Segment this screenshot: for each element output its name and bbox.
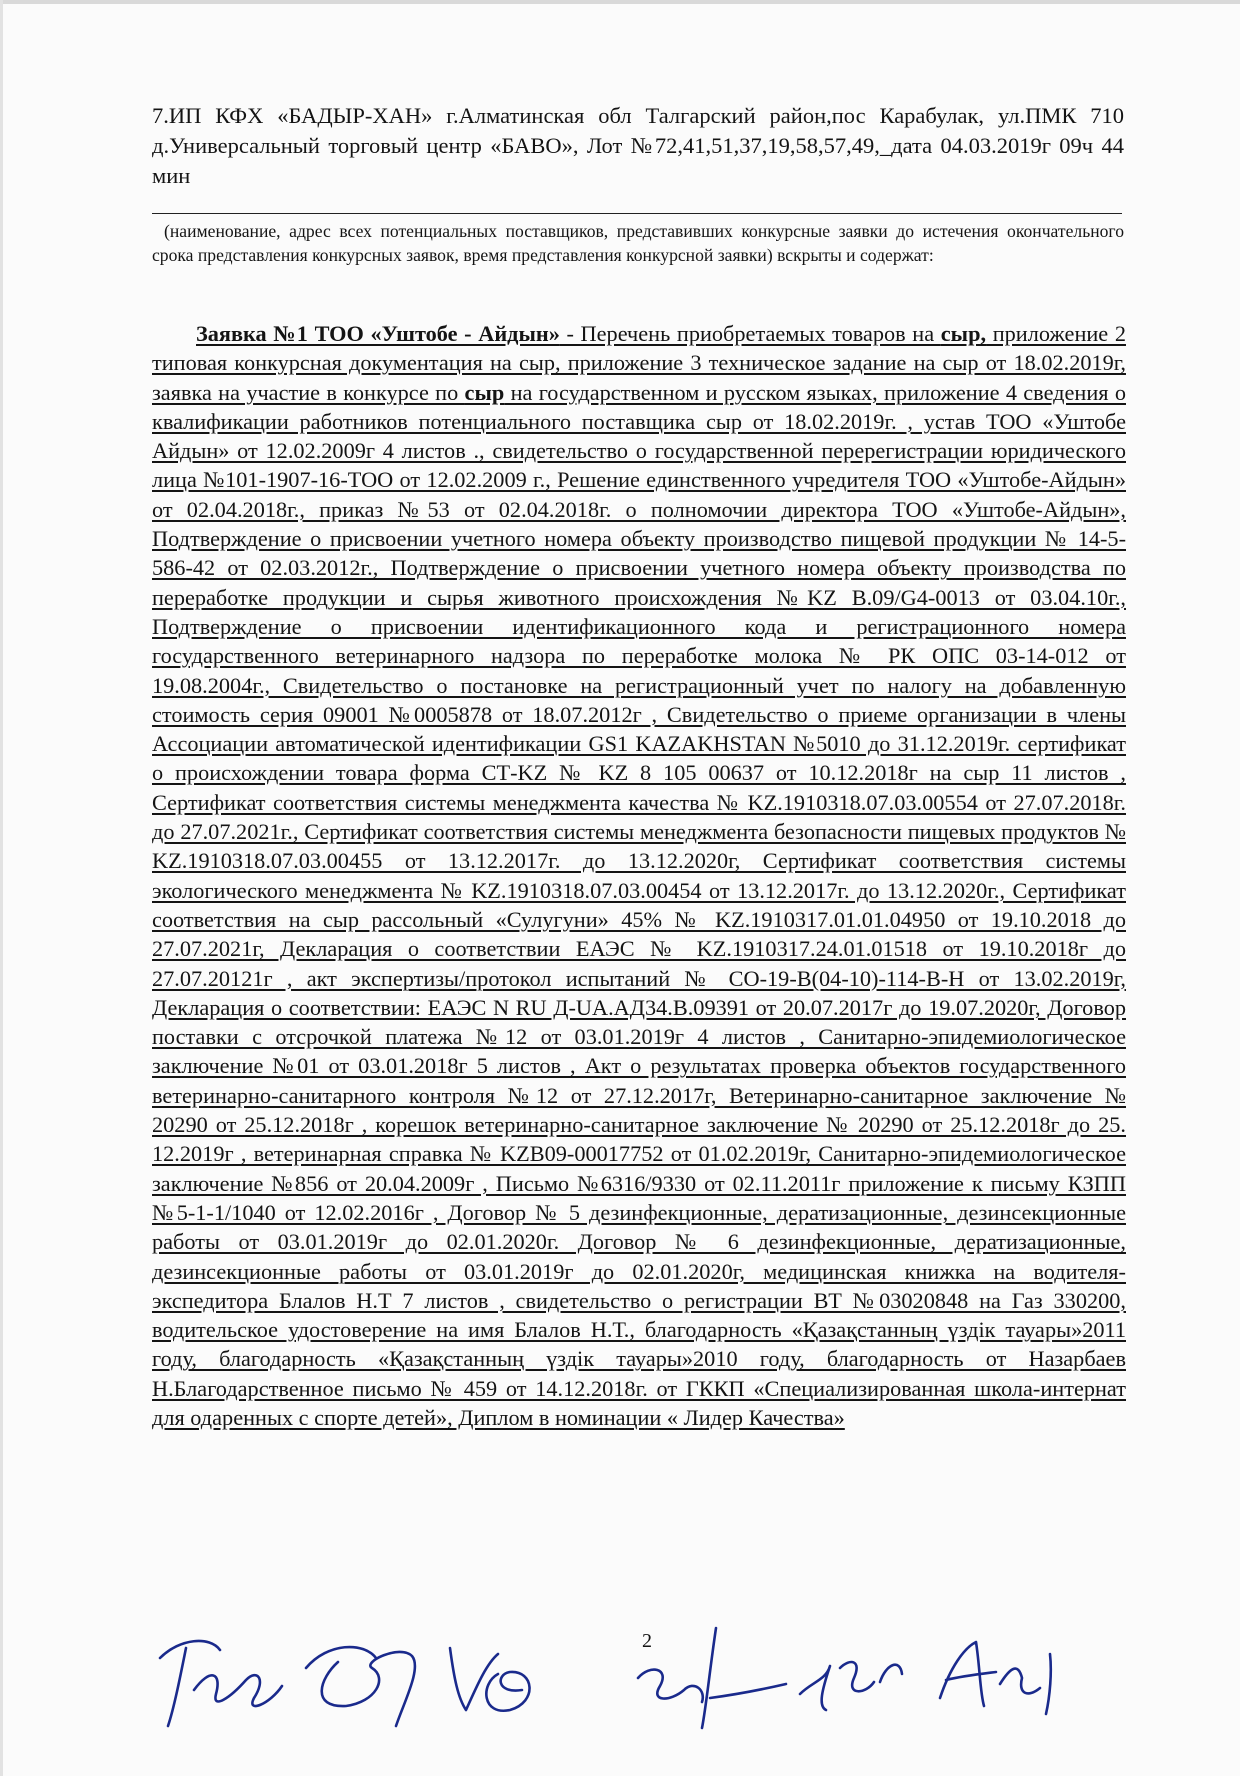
bid-goods-1: сыр, (940, 321, 987, 346)
scan-edge-left (0, 0, 3, 1776)
page-number: 2 (642, 1630, 652, 1652)
header-underline (152, 213, 1122, 214)
bid-part-2: приложение 2 типовая конкурсная документация на сыр, приложение 3 техническое задание на сыр от 18.02.2019г, заявка на участие в конкурсе по (152, 321, 1126, 405)
handwritten-signatures (150, 1598, 1130, 1738)
scan-edge-top (0, 0, 1240, 4)
supplier-header: 7.ИП КФХ «БАДЫР-ХАН» г.Алматинская обл Талгарский район,пос Карабулак, ул.ПМК 710 д.Универсальный торговый центр «БАВО», Лот №72,41,51,37,19,58,57,49,_дата 04.03.2019г 09ч 44 мин (152, 103, 1124, 188)
signature-4 (638, 1628, 786, 1728)
bid-title: Заявка №1 ТОО «Уштобе - Айдын» (196, 321, 560, 346)
bid-intro: - Перечень приобретаемых товаров на (559, 321, 941, 346)
bid-paragraph (152, 319, 1126, 1432)
bid-document-list: на государственном и русском языках, приложение 4 сведения о квалификации работников потенциального поставщика сыр от 18.02.2019г. , устав ТОО «Уштобе Айдын» от 12.02.2009г 4 листов ., свидетельство о государственной перерегистрации юридического лица №101-1907-16-ТОО от 12.02.2009 г., Решение единственного учредителя ТОО «Уштобе-Айдын» от 02.04.2018г., приказ №53 от 02.04.2018г. о полномочии директора ТОО «Уштобе-Айдын», Подтверждение о присвоении учетного номера объекту производство пищевой продукции № 14-5-586-42 от 02.03.2012г., Подтверждение о присвоении учетного номера объекту производства по переработке продукции и сырья животного происхождения №KZ B.09/G4-0013 от 03.04.10г., Подтверждение о присвоении идентификационного кода и регистрационного номера государственного ветеринарного надзора по переработке молока № РК ОПС 03-14-012 от 19.08.2004г., Свидетельство о постановке на регистрационный учет по налогу на добавленную стоимость серия 09001 №0005878 от 18.07.2012г , Свидетельство о приеме организации в члены Ассоциации автоматической идентификации GS1 KAZAKHSTAN №5010 до 31.12.2019г. сертификат о происхождении товара форма СТ-KZ № KZ 8 105 00637 от 10.12.2018г на сыр 11 листов , Сертификат соответствия системы менеджмента качества № KZ.1910318.07.03.00554 от 27.07.2018г. до 27.07.2021г., Сертификат соответствия системы менеджмента безопасности пищевых продуктов № KZ.1910318.07.03.00455 от 13.12.2017г. до 13.12.2020г, Сертификат соответствия системы экологического менеджмента № KZ.1910318.07.03.00454 от 13.12.2017г. до 13.12.2020г., Сертификат соответствия на сыр рассольный «Сулугуни» 45% № KZ.1910317.01.01.04950 от 19.10.2018 до 27.07.2021г, Декларация о соответствии ЕАЭС № KZ.1910317.24.01.01518 от 19.10.2018г до 27.07.20121г , акт экспертизы/протокол испытаний № СО-19-В(04-10)-114-В-Н от 13.02.2019г, Декларация о соответствии: ЕАЭС N RU Д-UA.АД34.В.09391 от 20.07.2017г до 19.07.2020г, Договор поставки с отсрочкой платежа №12 от 03.01.2019г 4 листов , Санитарно-эпидемиологическое заключение №01 от 03.01.2018г 5 листов , Акт о результатах проверка объектов государственного ветеринарно-санитарного контроля №12 от 27.12.2017г, Ветеринарно-санитарное заключение № 20290 от 25.12.2018г , корешок ветеринарно-санитарное заключение № 20290 от 25.12.2018г до 25. 12.2019г , ветеринарная справка № KZB09-00017752 от 01.02.2019г, Санитарно-эпидемиологическое заключение №856 от 20.04.2009г , Письмо №6316/9330 от 02.11.2011г приложение к письму КЗПП №5-1-1/1040 от 12.02.2016г , Договор № 5 дезинфекционные, дератизационные, дезинсекционные работы от 03.01.2019г до 02.01.2020г. Договор № 6 дезинфекционные, дератизационные, дезинсекционные работы от 03.01.2019г до 02.01.2020г, медицинская книжка на водителя-экспедитора Блалов Н.Т 7 листов , свидетельство о регистрации ВТ №03020848 на Газ 330200, водительское удостоверение на имя Блалов Н.Т., благодарность «Қазақстанның үздік тауары»2011 году, благодарность «Қазақстанның үздік тауары»2010 году, благодарность от Назарбаев Н.Благодарственное письмо № 459 от 14.12.2018г. от ГККП «Специализированная школа-интернат для одаренных с спорте детей», Диплом в номинации « Лидер Качества» (152, 379, 1126, 1430)
signature-1 (160, 1641, 282, 1726)
field-caption: (наименование, адрес всех потенциальных поставщиков, представивших конкурсные заявки до истечения окончательного срока представления конкурсных заявок, время представления конкурсной заявки) вскрыты и содержат: (152, 221, 1124, 265)
signature-2 (306, 1647, 415, 1726)
signature-3 (450, 1648, 530, 1711)
signature-6 (940, 1642, 1051, 1714)
signature-5 (800, 1662, 902, 1710)
bid-goods-2: сыр (464, 379, 505, 405)
signatures-row (150, 1598, 1130, 1738)
